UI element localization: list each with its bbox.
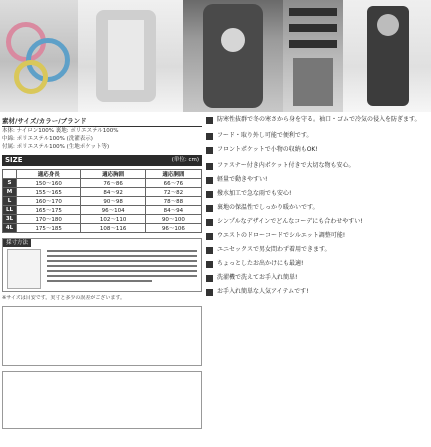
table-cell: 96〜106 bbox=[145, 224, 201, 233]
table-cell: 155〜165 bbox=[17, 188, 81, 197]
left-column bbox=[2, 116, 202, 429]
list-item: 防寒性抜群で冬の寒さから身を守る。袖口・ゴムで冷気の侵入を防ぎます。 bbox=[206, 116, 429, 124]
product-photo-4 bbox=[283, 0, 343, 112]
table-cell: 165〜175 bbox=[17, 206, 81, 215]
bullet-icon bbox=[206, 177, 213, 184]
product-photo-5 bbox=[343, 0, 431, 112]
table-cell: 175〜185 bbox=[17, 224, 81, 233]
bullet-icon bbox=[206, 289, 213, 296]
table-cell: 96〜104 bbox=[81, 206, 145, 215]
list-item: ユニセックスで男女問わず着用できます。 bbox=[206, 246, 429, 254]
table-cell: 90〜100 bbox=[145, 215, 201, 224]
list-item: 裏地の保温性でしっかり暖かいです。 bbox=[206, 204, 429, 212]
table-cell: 66〜76 bbox=[145, 179, 201, 188]
garment-diagram-icon bbox=[7, 249, 41, 289]
size-chart-unit: (単位: cm) bbox=[171, 157, 199, 163]
material-line-3: 付属: ポリエステル100% (生地ポケット等) bbox=[2, 144, 110, 150]
measurement-guide-title: 採寸方法 bbox=[3, 239, 31, 247]
size-label: M bbox=[3, 188, 17, 197]
bullet-icon bbox=[206, 191, 213, 198]
size-col-height: 適応身長 bbox=[17, 170, 81, 179]
table-row bbox=[3, 188, 202, 197]
table-cell: 102〜110 bbox=[81, 215, 145, 224]
product-photo-3 bbox=[183, 0, 283, 112]
table-row bbox=[3, 224, 202, 233]
size-label: S bbox=[3, 179, 17, 188]
list-item: 軽量で動きやすい! bbox=[206, 176, 429, 184]
feature-list bbox=[206, 116, 429, 302]
bullet-icon bbox=[206, 205, 213, 212]
image-placeholder-2 bbox=[2, 371, 202, 429]
table-row bbox=[3, 215, 202, 224]
table-cell: 90〜98 bbox=[81, 197, 145, 206]
material-line-1: 本体: ナイロン100% 裏地: ポリエステル100% bbox=[2, 128, 119, 134]
product-photo-1 bbox=[0, 0, 78, 112]
measurement-guide-text bbox=[47, 250, 197, 285]
measurement-guide bbox=[2, 238, 202, 292]
bullet-icon bbox=[206, 247, 213, 254]
table-cell: 150〜160 bbox=[17, 179, 81, 188]
bullet-icon bbox=[206, 261, 213, 268]
bullet-icon bbox=[206, 275, 213, 282]
size-col-chest: 適応胸囲 bbox=[81, 170, 145, 179]
size-label: LL bbox=[3, 206, 17, 215]
list-item: フード・取り外し可能で便利です。 bbox=[206, 132, 429, 140]
image-placeholder-1 bbox=[2, 306, 202, 366]
size-label: 3L bbox=[3, 215, 17, 224]
bullet-icon bbox=[206, 117, 213, 124]
material-line-2: 中綿: ポリエステル100% (洗濯表示) bbox=[2, 136, 93, 142]
bullet-icon bbox=[206, 147, 213, 154]
size-note: ※サイズは目安です。実寸と多少の誤差がございます。 bbox=[2, 295, 125, 301]
product-photo-strip bbox=[0, 0, 431, 112]
list-item: ファスナー付き内ポケット付きで大切な物も安心。 bbox=[206, 162, 429, 170]
list-item: 撥水加工で急な雨でも安心! bbox=[206, 190, 429, 198]
list-item: シンプルなデザインでどんなコーデにも合わせやすい! bbox=[206, 218, 429, 226]
size-chart-header bbox=[2, 155, 202, 166]
table-row bbox=[3, 206, 202, 215]
list-item: お手入れ簡単な人気アイテムです! bbox=[206, 288, 429, 296]
table-cell: 72〜82 bbox=[145, 188, 201, 197]
list-item: 洗濯機で洗えてお手入れ簡単! bbox=[206, 274, 429, 282]
size-chart-label: SIZE bbox=[5, 156, 23, 164]
table-row bbox=[3, 197, 202, 206]
bullet-icon bbox=[206, 133, 213, 140]
table-cell: 76〜86 bbox=[81, 179, 145, 188]
table-cell: 108〜116 bbox=[81, 224, 145, 233]
table-cell: 84〜94 bbox=[145, 206, 201, 215]
size-col-waist: 適応胴囲 bbox=[145, 170, 201, 179]
list-item: ちょっとしたお出かけにも最適! bbox=[206, 260, 429, 268]
list-item: ウエストのドローコードでシルエット調整可能! bbox=[206, 232, 429, 240]
bullet-icon bbox=[206, 163, 213, 170]
size-table bbox=[2, 169, 202, 233]
size-table-corner bbox=[3, 170, 17, 179]
size-table-header-row bbox=[3, 170, 202, 179]
size-label: 4L bbox=[3, 224, 17, 233]
bullet-icon bbox=[206, 219, 213, 226]
material-heading: 素材/サイズ/カラー/ブランド bbox=[2, 116, 202, 127]
table-cell: 170〜180 bbox=[17, 215, 81, 224]
size-label: L bbox=[3, 197, 17, 206]
product-photo-2 bbox=[78, 0, 183, 112]
table-cell: 84〜92 bbox=[81, 188, 145, 197]
list-item: フロントポケットで小物の収納もOK! bbox=[206, 146, 429, 154]
table-cell: 78〜88 bbox=[145, 197, 201, 206]
table-row bbox=[3, 179, 202, 188]
table-cell: 160〜170 bbox=[17, 197, 81, 206]
bullet-icon bbox=[206, 233, 213, 240]
